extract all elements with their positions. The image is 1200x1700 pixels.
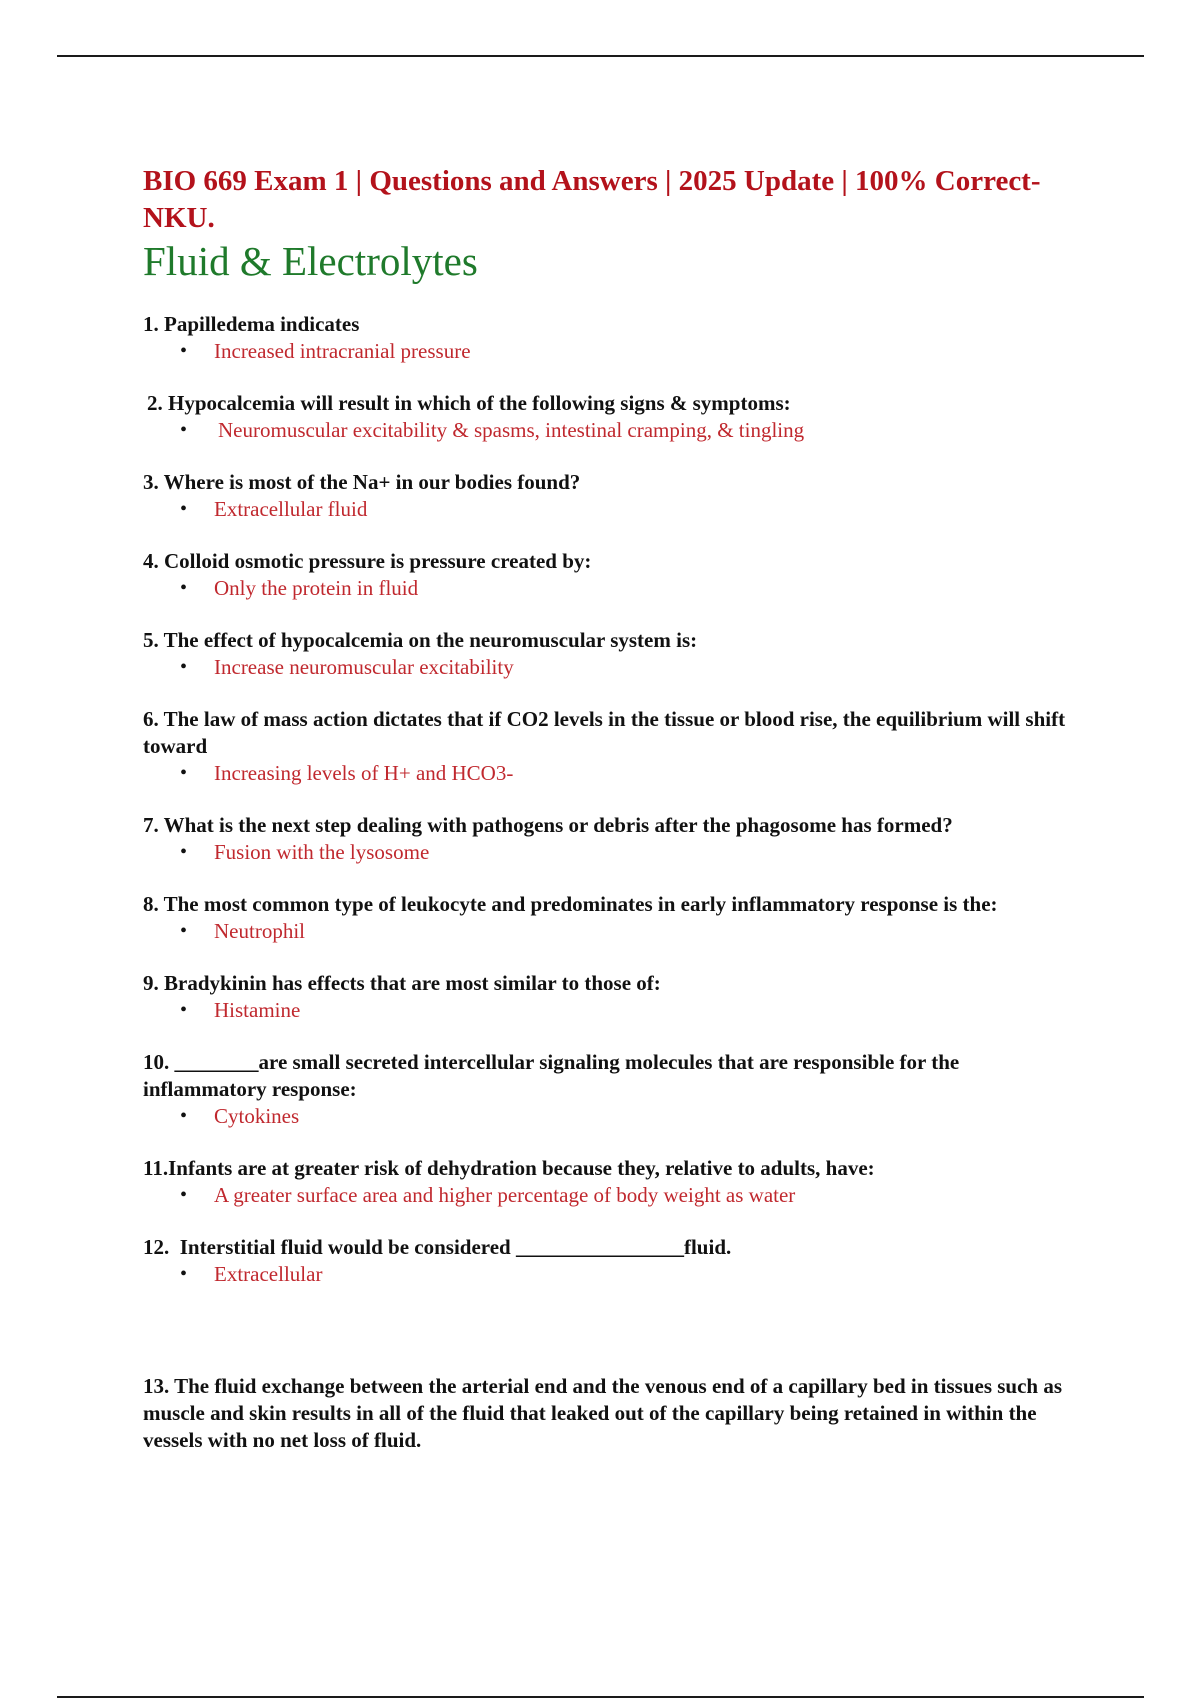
question-number: 6.	[143, 707, 159, 731]
question-number: 5.	[143, 628, 159, 652]
question-text: 5. The effect of hypocalcemia on the neuromuscular system is:	[143, 628, 698, 652]
section-heading: Fluid & Electrolytes	[143, 238, 478, 284]
top-rule	[57, 55, 1144, 57]
answer-text: • Cytokines	[180, 1103, 1073, 1130]
document-body	[143, 163, 1073, 1479]
question-item	[143, 1234, 1073, 1288]
question-text: 11.Infants are at greater risk of dehydration because they, relative to adults, have:	[143, 1156, 875, 1180]
question-text: 12. Interstitial fluid would be considered ________________fluid.	[143, 1235, 732, 1259]
question-number: 12.	[143, 1235, 170, 1259]
question-number: 9.	[143, 971, 159, 995]
question-number: 3.	[143, 470, 159, 494]
question-number: 13.	[143, 1374, 170, 1398]
answer-text: • Neutrophil	[180, 918, 1073, 945]
question-number: 1.	[143, 312, 159, 336]
question-number: 4.	[143, 549, 159, 573]
question-item	[143, 627, 1073, 681]
question-text: 7. What is the next step dealing with pathogens or debris after the phagosome has formed?	[143, 813, 953, 837]
question-text: 10. ________are small secreted intercellular signaling molecules that are responsible for the inflammatory response:	[143, 1050, 960, 1101]
bottom-rule	[57, 1696, 1144, 1698]
question-item	[143, 1155, 1073, 1209]
answer-text: • Only the protein in fluid	[180, 575, 1073, 602]
answer-text: • Fusion with the lysosome	[180, 839, 1073, 866]
answer-text: • Neuromuscular excitability & spasms, intestinal cramping, & tingling	[180, 417, 1073, 444]
document-title: BIO 669 Exam 1 | Questions and Answers | 2025 Update | 100% Correct-NKU.	[143, 165, 1041, 234]
question-number: 8.	[143, 892, 159, 916]
answer-text: • Increase neuromuscular excitability	[180, 654, 1073, 681]
question-text: 6. The law of mass action dictates that if CO2 levels in the tissue or blood rise, the equilibrium will shift toward	[143, 707, 1066, 758]
question-number: 7.	[143, 813, 159, 837]
question-text: 1. Papilledema indicates	[143, 312, 360, 336]
question-number: 10.	[143, 1050, 170, 1074]
question-item	[143, 548, 1073, 602]
question-item	[143, 891, 1073, 945]
question-item	[143, 706, 1073, 787]
answer-text: • A greater surface area and higher percentage of body weight as water	[180, 1182, 1073, 1209]
question-item	[143, 1373, 1073, 1454]
question-text: 13. The fluid exchange between the arterial end and the venous end of a capillary bed in tissues such as muscle and skin results in all of the fluid that leaked out of the capillary being retained in within the vessels with no net loss of fluid.	[143, 1374, 1063, 1452]
answer-text: • Extracellular fluid	[180, 496, 1073, 523]
question-item	[143, 970, 1073, 1024]
question-text: 4. Colloid osmotic pressure is pressure created by:	[143, 549, 592, 573]
question-text: 3. Where is most of the Na+ in our bodies found?	[143, 470, 581, 494]
answer-text: • Increasing levels of H+ and HCO3-	[180, 760, 1073, 787]
answer-text: • Extracellular	[180, 1261, 1073, 1288]
question-item	[143, 390, 1073, 444]
answer-text: • Histamine	[180, 997, 1073, 1024]
answer-text: • Increased intracranial pressure	[180, 338, 1073, 365]
question-text: 8. The most common type of leukocyte and predominates in early inflammatory response is the:	[143, 892, 998, 916]
question-number: 2.	[147, 391, 163, 415]
question-item	[143, 812, 1073, 866]
question-item	[143, 311, 1073, 365]
question-list	[143, 311, 1073, 1454]
question-item	[143, 1049, 1073, 1130]
question-text: 9. Bradykinin has effects that are most similar to those of:	[143, 971, 661, 995]
question-item	[143, 469, 1073, 523]
question-text: 2. Hypocalcemia will result in which of the following signs & symptoms:	[147, 391, 791, 415]
question-number: 11.	[143, 1156, 169, 1180]
